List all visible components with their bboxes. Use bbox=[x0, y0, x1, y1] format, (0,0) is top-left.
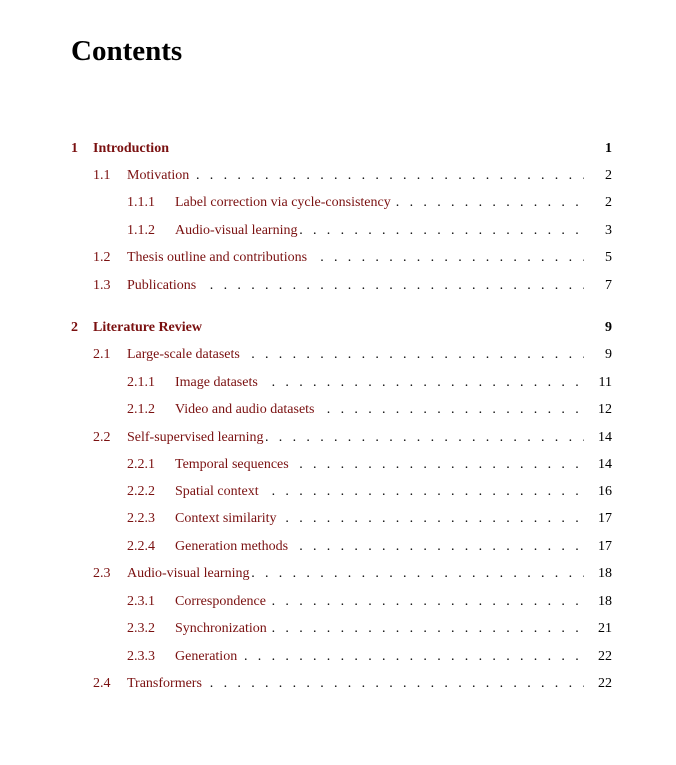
toc-page-number[interactable]: 2 bbox=[605, 168, 612, 183]
toc-subsection-row[interactable] bbox=[0, 373, 676, 393]
toc-number: 2.2.2 bbox=[127, 484, 155, 499]
toc-subsection-row[interactable] bbox=[0, 221, 676, 241]
toc-number: 1.2 bbox=[93, 250, 111, 265]
toc-number: 2 bbox=[71, 320, 78, 335]
toc-subsection-row[interactable] bbox=[0, 455, 676, 475]
toc-section-row[interactable] bbox=[0, 166, 676, 186]
toc-number: 1 bbox=[71, 141, 78, 156]
toc-label[interactable]: Video and audio datasets bbox=[175, 400, 318, 420]
toc-label[interactable]: Synchronization bbox=[175, 619, 270, 639]
toc-page-number[interactable]: 11 bbox=[598, 375, 612, 390]
toc-number: 2.3.1 bbox=[127, 594, 155, 609]
toc-number: 2.1.1 bbox=[127, 375, 155, 390]
toc-number: 2.1.2 bbox=[127, 402, 155, 417]
toc-label[interactable]: Generation bbox=[175, 647, 240, 667]
toc-section-row[interactable] bbox=[0, 674, 676, 694]
toc-page-number[interactable]: 7 bbox=[605, 278, 612, 293]
toc-label[interactable]: Motivation bbox=[127, 166, 192, 186]
toc-page-number[interactable]: 17 bbox=[598, 539, 612, 554]
toc-page-number[interactable]: 17 bbox=[598, 511, 612, 526]
toc-number: 2.2.1 bbox=[127, 457, 155, 472]
toc-page-number[interactable]: 12 bbox=[598, 402, 612, 417]
toc-subsection-row[interactable] bbox=[0, 193, 676, 213]
toc-page-number[interactable]: 18 bbox=[598, 566, 612, 581]
toc-label[interactable]: Spatial context bbox=[175, 482, 262, 502]
toc-page-number[interactable]: 22 bbox=[598, 649, 612, 664]
toc-number: 2.1 bbox=[93, 347, 111, 362]
toc-label[interactable]: Self-supervised learning bbox=[127, 428, 266, 448]
toc-page-number[interactable]: 9 bbox=[605, 320, 612, 335]
toc-label[interactable]: Image datasets bbox=[175, 373, 261, 393]
toc-page-number[interactable]: 5 bbox=[605, 250, 612, 265]
toc-number: 2.2.3 bbox=[127, 511, 155, 526]
toc-subsection-row[interactable] bbox=[0, 619, 676, 639]
toc-subsection-row[interactable] bbox=[0, 400, 676, 420]
toc-number: 1.3 bbox=[93, 278, 111, 293]
toc-subsection-row[interactable] bbox=[0, 647, 676, 667]
toc-page-number[interactable]: 16 bbox=[598, 484, 612, 499]
toc-label[interactable]: Transformers bbox=[127, 674, 205, 694]
toc-number: 2.3 bbox=[93, 566, 111, 581]
toc-section-row[interactable] bbox=[0, 345, 676, 365]
toc-number: 2.4 bbox=[93, 676, 111, 691]
toc-page-number[interactable]: 2 bbox=[605, 195, 612, 210]
toc-chapter-row[interactable] bbox=[0, 139, 676, 159]
toc-page-number[interactable]: 14 bbox=[598, 457, 612, 472]
toc-label[interactable]: Generation methods bbox=[175, 537, 291, 557]
toc-number: 1.1.1 bbox=[127, 195, 155, 210]
toc-chapter-row[interactable] bbox=[0, 318, 676, 338]
toc-label[interactable]: Thesis outline and contributions bbox=[127, 248, 310, 268]
toc-subsection-row[interactable] bbox=[0, 537, 676, 557]
toc-label[interactable]: Audio-visual learning bbox=[175, 221, 300, 241]
toc-number: 2.3.3 bbox=[127, 649, 155, 664]
toc-subsection-row[interactable] bbox=[0, 592, 676, 612]
toc-label[interactable]: Large-scale datasets bbox=[127, 345, 243, 365]
toc-number: 1.1.2 bbox=[127, 223, 155, 238]
toc-page-number[interactable]: 9 bbox=[605, 347, 612, 362]
toc-section-row[interactable] bbox=[0, 248, 676, 268]
toc-section-row[interactable] bbox=[0, 276, 676, 296]
toc-subsection-row[interactable] bbox=[0, 482, 676, 502]
page-title: Contents bbox=[71, 35, 183, 67]
toc-number: 1.1 bbox=[93, 168, 111, 183]
toc-page-number[interactable]: 18 bbox=[598, 594, 612, 609]
toc-label[interactable]: Publications bbox=[127, 276, 199, 296]
toc-page-number[interactable]: 3 bbox=[605, 223, 612, 238]
toc-page-number[interactable]: 22 bbox=[598, 676, 612, 691]
toc-page-number[interactable]: 1 bbox=[605, 141, 612, 156]
toc-number: 2.3.2 bbox=[127, 621, 155, 636]
toc-page-number[interactable]: 21 bbox=[598, 621, 612, 636]
toc-label[interactable]: Audio-visual learning bbox=[127, 564, 252, 584]
toc-number: 2.2 bbox=[93, 430, 111, 445]
toc-label[interactable]: Literature Review bbox=[93, 318, 205, 338]
toc-number: 2.2.4 bbox=[127, 539, 155, 554]
toc-label[interactable]: Correspondence bbox=[175, 592, 269, 612]
toc-label[interactable]: Introduction bbox=[93, 139, 172, 159]
toc-page-number[interactable]: 14 bbox=[598, 430, 612, 445]
toc-label[interactable]: Label correction via cycle-consistency bbox=[175, 193, 394, 213]
toc-label[interactable]: Context similarity bbox=[175, 509, 280, 529]
toc-section-row[interactable] bbox=[0, 564, 676, 584]
toc-label[interactable]: Temporal sequences bbox=[175, 455, 292, 475]
toc-subsection-row[interactable] bbox=[0, 509, 676, 529]
toc-section-row[interactable] bbox=[0, 428, 676, 448]
toc-leader-dots bbox=[127, 166, 584, 186]
